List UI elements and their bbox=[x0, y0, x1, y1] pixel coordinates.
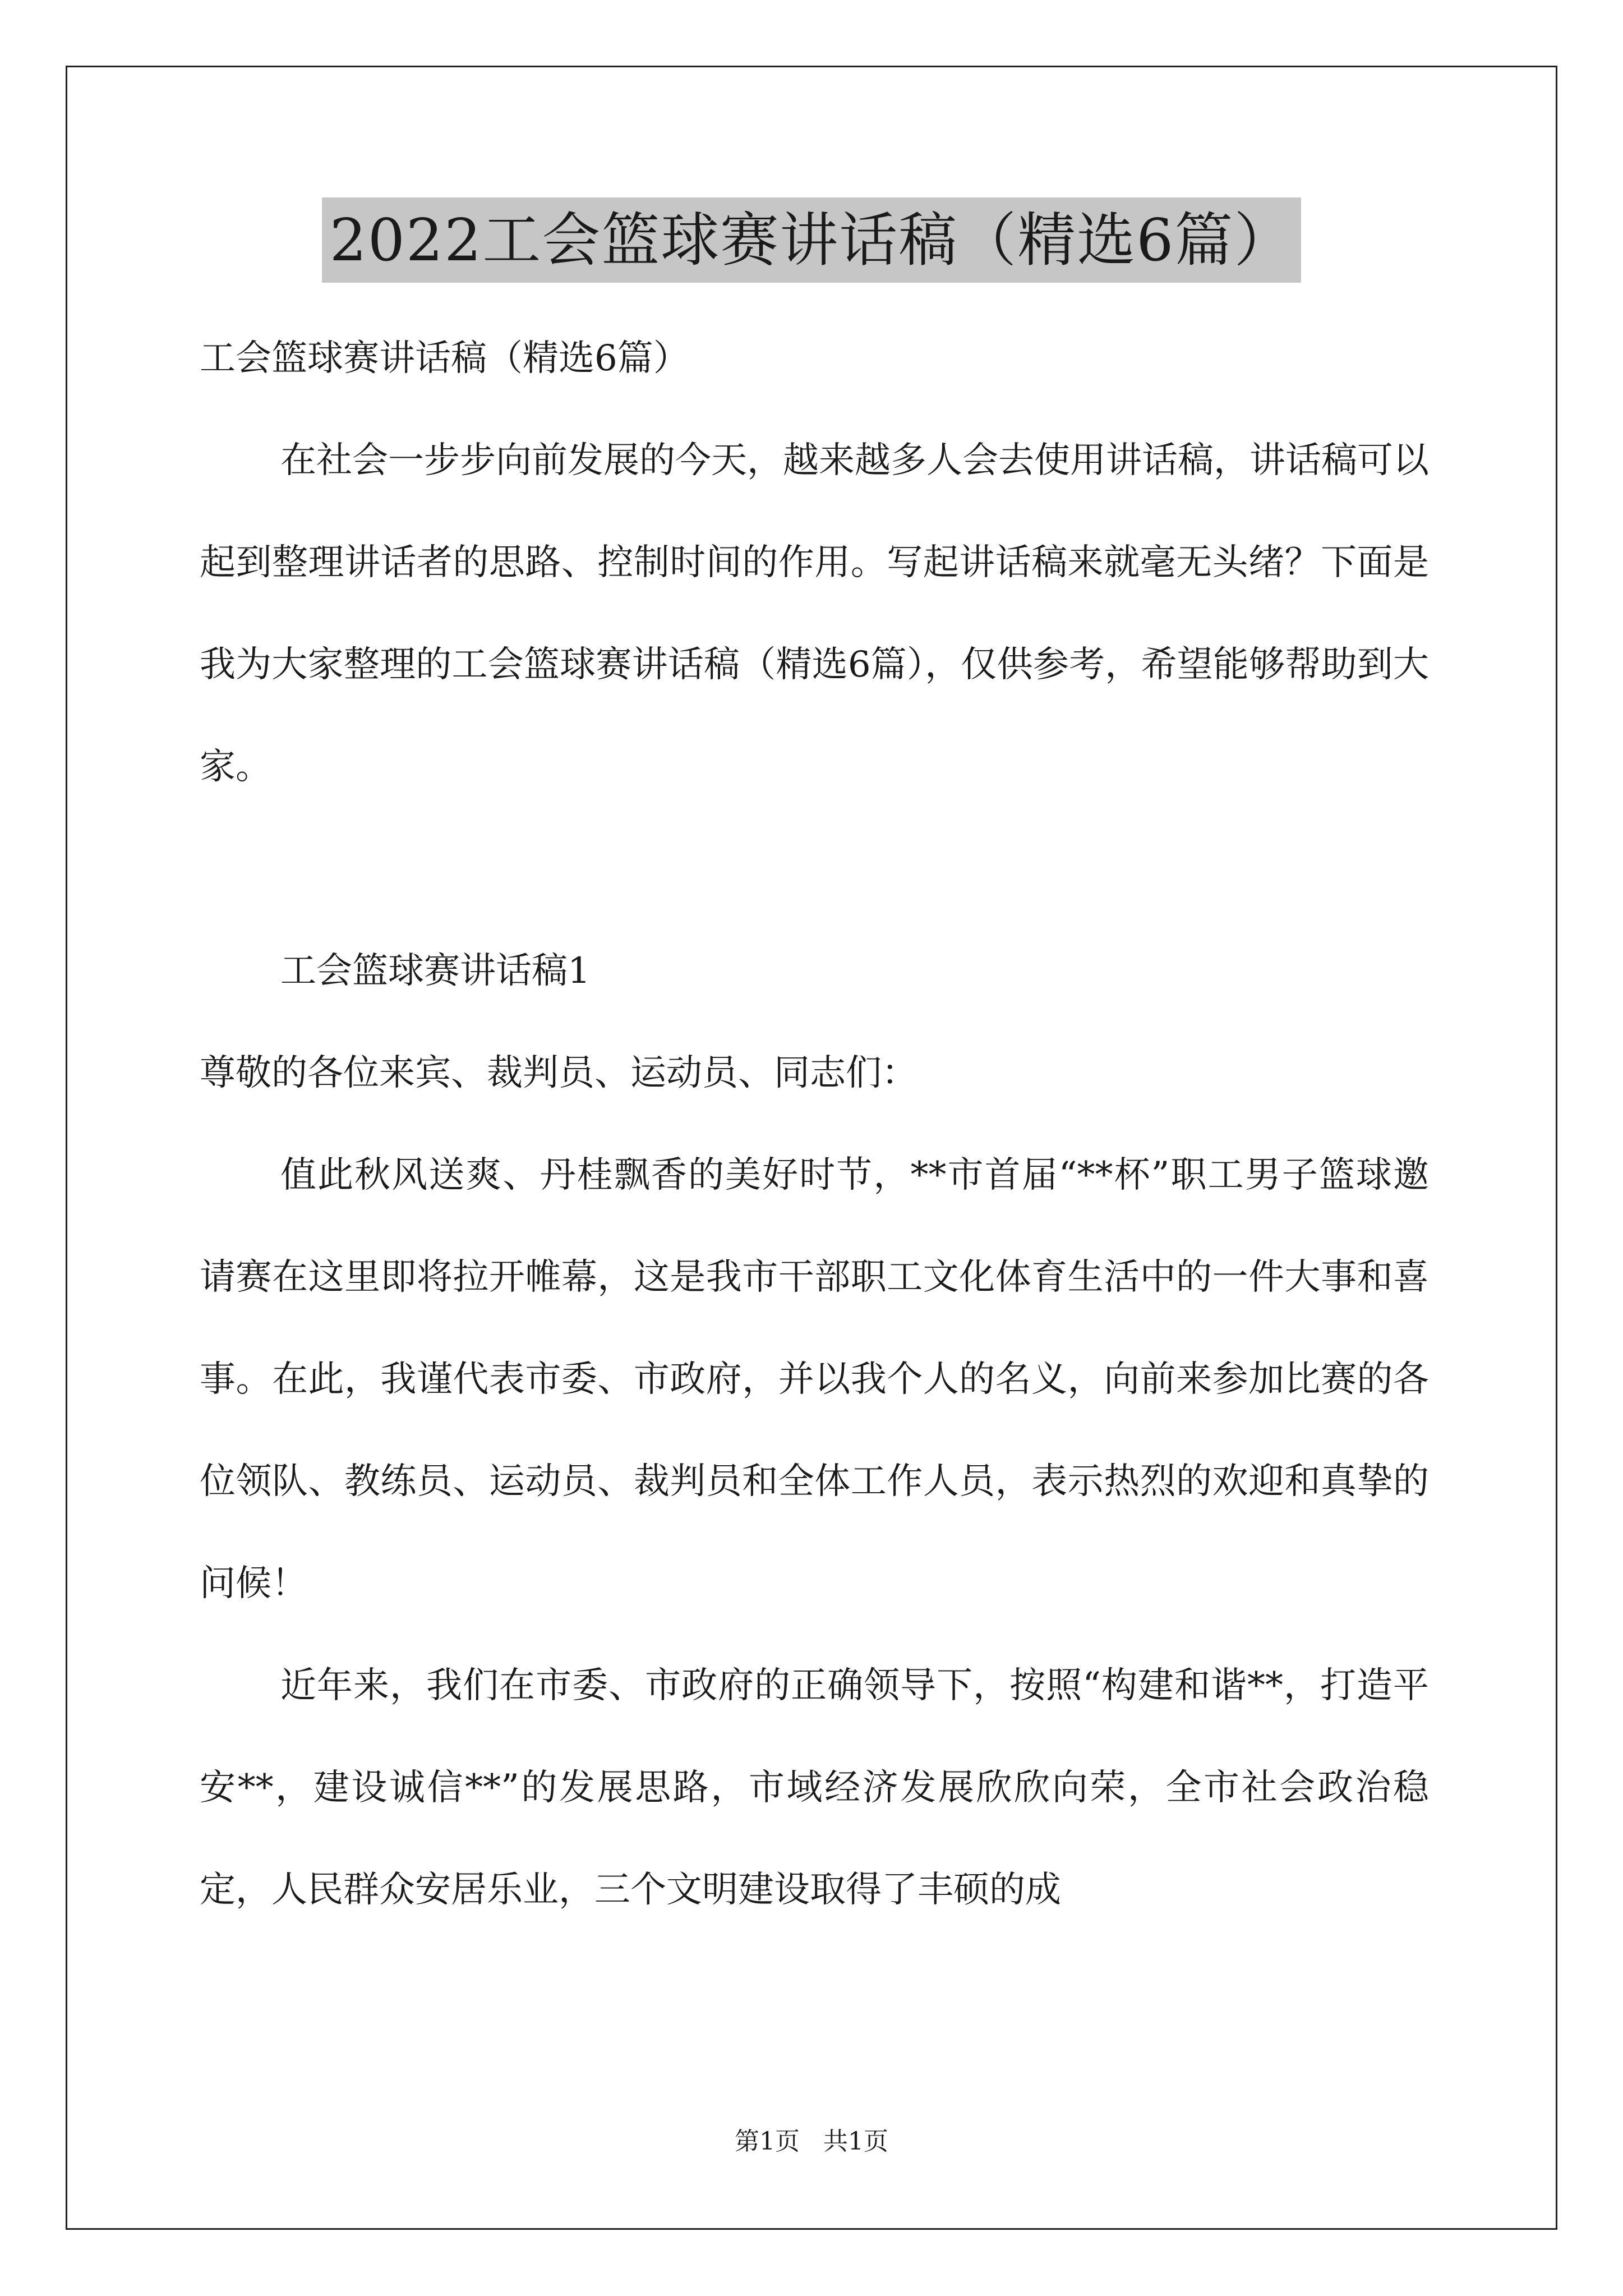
salutation: 尊敬的各位来宾、裁判员、运动员、同志们： bbox=[200, 1052, 917, 1094]
intro-paragraph: 在社会一步步向前发展的今天，越来越多人会去使用讲话稿，讲话稿可以起到整理讲话者的思路、控制时间的作用。写起讲话稿来就毫无头绪？下面是我为大家整理的工会篮球赛讲话稿（精选6篇），仅供参考，希望能够帮助到大家。 bbox=[200, 440, 1429, 788]
speech-paragraph-1: 值此秋风送爽、丹桂飘香的美好时节，**市首届“**杯”职工男子篮球邀请赛在这里即将拉开帷幕，这是我市干部职工文化体育生活中的一件大事和喜事。在此，我谨代表市委、市政府，并以我个人的名义，向前来参加比赛的各位领队、教练员、运动员、裁判员和全体工作人员，表示热烈的欢迎和真挚的问候！ bbox=[200, 1154, 1429, 1604]
document-title: 2022工会篮球赛讲话稿（精选6篇） bbox=[322, 197, 1302, 283]
page-footer: 第1页 共1页 bbox=[735, 2127, 888, 2156]
speech-paragraph-2: 近年来，我们在市委、市政府的正确领导下，按照“构建和谐**，打造平安**，建设诚信**”的发展思路，市域经济发展欣欣向荣，全市社会政治稳定，人民群众安居乐业，三个文明建设取得了丰硕的成 bbox=[200, 1665, 1429, 1911]
title-area bbox=[0, 197, 1623, 283]
section-heading: 工会篮球赛讲话稿1 bbox=[280, 950, 591, 992]
subtitle: 工会篮球赛讲话稿（精选6篇） bbox=[200, 338, 689, 379]
document-body bbox=[200, 307, 1429, 1941]
